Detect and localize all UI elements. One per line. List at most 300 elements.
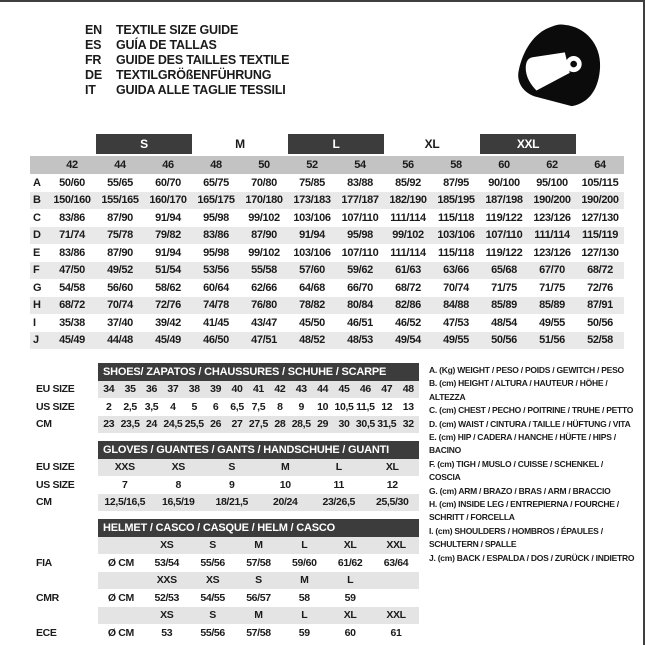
row-label: US SIZE (36, 400, 75, 413)
row-label: EU SIZE (36, 461, 75, 474)
size-value: 150/160 (48, 192, 96, 210)
size-column-header: 46 (144, 155, 192, 174)
row-label: E (33, 246, 40, 259)
size-value: 87/90 (107, 211, 133, 224)
size-value: 78/82 (288, 297, 336, 315)
size-value: 99/102 (248, 246, 280, 259)
size-value: 103/106 (293, 246, 331, 259)
size-value: 54/58 (59, 281, 85, 294)
size-value: 87/95 (443, 176, 469, 189)
cell: 59/60 (292, 556, 317, 569)
size-value: 65/68 (480, 262, 528, 280)
shoes-table-title: SHOES/ ZAPATOS / CHAUSSURES / SCHUHE / SCARPE (98, 363, 419, 381)
measurement-row-d (30, 227, 624, 245)
cell: 58 (298, 591, 310, 604)
cell: XS (190, 572, 236, 590)
size-value: 103/106 (293, 211, 331, 224)
cell (98, 537, 144, 555)
row-label: G (33, 281, 42, 294)
cell: 13 (402, 400, 414, 413)
helmet-table-row (35, 607, 419, 625)
row-label: A (33, 176, 41, 189)
size-value: 111/114 (390, 211, 426, 224)
spacer-cell (35, 519, 98, 537)
measurement-row-i (30, 314, 624, 332)
legend-item: H. (cm) INSIDE LEG / ENTREPIERNA / FOURCHE / SCHRITT / FORCELLA (429, 499, 619, 523)
size-value: 71/75 (491, 281, 517, 294)
legend-item: F. (cm) TIGH / MUSLO / CUISSE / SCHENKEL / COSCIA (429, 458, 604, 483)
cell: 41 (248, 381, 269, 399)
size-value: 60/70 (155, 176, 181, 189)
size-value: 107/110 (341, 211, 379, 224)
corner-cell (30, 155, 48, 174)
size-column-header: 60 (480, 155, 528, 174)
cell: 23/26,5 (312, 494, 366, 512)
language-code: ES (85, 38, 102, 52)
cell: S (190, 537, 236, 555)
size-value: 91/94 (155, 246, 181, 259)
language-code: FR (85, 53, 102, 67)
size-value: 71/74 (48, 227, 96, 245)
cell: 25,5 (184, 416, 205, 434)
cell: 11 (333, 478, 344, 491)
spacer-cell (35, 441, 98, 459)
cell: 6 (212, 400, 219, 413)
cell: 26 (205, 416, 226, 434)
cell: 29 (312, 416, 333, 434)
cell: 57/58 (246, 556, 271, 569)
guide-title: GUIDA ALLE TAGLIE TESSILI (116, 83, 286, 97)
size-value: 155/165 (96, 192, 144, 210)
cell: L (281, 607, 327, 625)
cell: 59 (298, 626, 310, 639)
cell: 7 (122, 478, 128, 491)
legend-item: B. (cm) HEIGHT / ALTURA / HAUTEUR / HÖHE / ALTEZZA (429, 378, 608, 402)
cell: 9 (298, 400, 304, 413)
accessory-tables (35, 363, 419, 645)
cell: 55/56 (200, 556, 225, 569)
size-value: 85/89 (528, 297, 576, 315)
cell: 46 (355, 381, 376, 399)
size-value: 190/200 (528, 192, 576, 210)
size-value: 45/50 (299, 316, 325, 329)
size-value: 82/86 (384, 297, 432, 315)
cell: S (190, 607, 236, 625)
size-value: 48/52 (288, 332, 336, 350)
size-value: 177/187 (336, 192, 384, 210)
guide-title: TEXTILGRÖßENFÜHRUNG (116, 68, 272, 82)
size-value: 46/52 (395, 316, 421, 329)
size-value: 123/126 (533, 211, 571, 224)
row-label: C (33, 211, 41, 224)
size-value: 103/106 (432, 227, 480, 245)
cell: 16,5/19 (152, 494, 206, 512)
cell: XS (144, 537, 190, 555)
size-value: 37/40 (107, 316, 133, 329)
size-value: 57/60 (288, 262, 336, 280)
cell: 37 (162, 381, 183, 399)
size-value: 49/55 (539, 316, 565, 329)
row-label: J (30, 332, 48, 350)
size-column-header: 44 (96, 155, 144, 174)
legend-item: C. (cm) CHEST / PECHO / POITRINE / TRUHE / PETTO (429, 405, 634, 416)
legend-item: G. (cm) ARM / BRAZO / BRAS / ARM / BRACCIO (429, 485, 611, 496)
cell: 28 (269, 416, 290, 434)
measurement-row-j (30, 332, 624, 350)
helmet-table-row (35, 537, 419, 555)
bottom-section (35, 363, 643, 645)
cell: 43 (291, 381, 312, 399)
size-value: 60/64 (203, 281, 229, 294)
size-value: 74/78 (192, 297, 240, 315)
cell: 59 (344, 591, 356, 604)
cell: 23,5 (119, 416, 140, 434)
row-label: EU SIZE (36, 383, 75, 396)
cell: 36 (141, 381, 162, 399)
size-value: 107/110 (341, 246, 379, 259)
measurement-row-e (30, 244, 624, 262)
legend-item: A. (Kg) WEIGHT / PESO / POIDS / GEWITCH / PESO (429, 365, 624, 375)
cell: 9 (229, 478, 235, 491)
cell: 8 (277, 400, 283, 413)
cell: XS (152, 459, 206, 477)
size-value: 95/98 (336, 227, 384, 245)
size-value: 127/130 (581, 211, 619, 224)
cell: 27,5 (248, 416, 269, 434)
size-value: 65/75 (203, 176, 229, 189)
size-value: 35/38 (59, 316, 85, 329)
size-value: 75/78 (96, 227, 144, 245)
cell: 30 (333, 416, 354, 434)
size-value: 61/63 (384, 262, 432, 280)
cell: 3,5 (144, 400, 159, 413)
cell (373, 589, 419, 607)
size-value: 187/198 (480, 192, 528, 210)
cell: 10 (317, 400, 329, 413)
cell: 53/54 (154, 556, 180, 569)
size-value: 115/119 (576, 227, 624, 245)
cell: XL (327, 607, 373, 625)
size-value: 127/130 (581, 246, 619, 259)
size-value: 44/48 (96, 332, 144, 350)
cell: L (327, 572, 373, 590)
size-group-spacer (576, 134, 624, 155)
size-value: 48/54 (491, 316, 517, 329)
cell: XXL (373, 537, 419, 555)
size-value: 75/85 (299, 176, 325, 189)
language-code: EN (85, 23, 102, 37)
size-value: 70/80 (251, 176, 277, 189)
size-value: 58/62 (155, 281, 181, 294)
cell: 24 (141, 416, 162, 434)
size-value: 165/175 (192, 192, 240, 210)
size-value: 45/49 (48, 332, 96, 350)
row-label: CM (36, 418, 52, 431)
cell: 30,5 (355, 416, 376, 434)
size-value: 59/62 (336, 262, 384, 280)
size-group-m: M (192, 134, 288, 155)
cell: 44 (312, 381, 333, 399)
cell: 2 (105, 400, 112, 413)
size-value: 50/60 (59, 176, 85, 189)
gloves-title-row (35, 441, 419, 459)
size-value: 49/55 (432, 332, 480, 350)
cell: 56/57 (246, 591, 271, 604)
size-value: 111/114 (528, 227, 576, 245)
cell: 39 (205, 381, 226, 399)
size-value: 185/195 (432, 192, 480, 210)
size-value: 50/56 (587, 316, 613, 329)
shoes-table-row (35, 398, 419, 416)
size-value: 64/68 (299, 281, 325, 294)
cell: 61 (390, 626, 402, 639)
size-value: 182/190 (384, 192, 432, 210)
size-value: 67/70 (528, 262, 576, 280)
size-value: 47/53 (443, 316, 469, 329)
cell: 20/24 (259, 494, 313, 512)
cell: 48 (397, 381, 419, 399)
racing-helmet-icon (509, 22, 607, 112)
shoes-table-row (35, 381, 419, 399)
size-value: 48/53 (336, 332, 384, 350)
size-column-header: 50 (240, 155, 288, 174)
size-value: 105/115 (581, 176, 619, 189)
cell: 45 (333, 381, 354, 399)
cell (373, 572, 419, 590)
size-value: 85/92 (395, 176, 421, 189)
size-value: 170/180 (240, 192, 288, 210)
cell: 47 (376, 381, 397, 399)
cell: 34 (98, 381, 119, 399)
helmet-table-row (35, 572, 419, 590)
cell: XXS (144, 572, 190, 590)
cell: M (281, 572, 327, 590)
helmet-table (35, 519, 419, 642)
size-value: 51/54 (144, 262, 192, 280)
size-value: 46/50 (192, 332, 240, 350)
cell: 35 (119, 381, 140, 399)
size-value: 99/102 (384, 227, 432, 245)
cell: S (205, 459, 259, 477)
size-value: 95/98 (203, 211, 229, 224)
cell: M (236, 537, 282, 555)
size-value: 119/122 (485, 211, 523, 224)
helmet-table-row (35, 554, 419, 572)
row-label: CMR (36, 591, 59, 604)
cell: 32 (397, 416, 419, 434)
size-column-header: 48 (192, 155, 240, 174)
size-value: 68/72 (576, 262, 624, 280)
legend-item: I. (cm) SHOULDERS / HOMBROS / ÉPAULES / SCHULTERN / SPALLE (429, 525, 603, 550)
row-label: H (30, 297, 48, 315)
size-value: 107/110 (480, 227, 528, 245)
guide-title: GUÍA DE TALLAS (116, 38, 217, 52)
size-value: 72/76 (144, 297, 192, 315)
row-label: F (30, 262, 48, 280)
row-label: B (30, 192, 48, 210)
legend-item: J. (cm) BACK / ESPALDA / DOS / ZURÜCK / INDIETRO (429, 552, 635, 563)
cell: L (312, 459, 366, 477)
cell: 10,5 (334, 400, 354, 413)
size-value: 111/114 (390, 246, 426, 259)
size-value: 95/100 (536, 176, 568, 189)
cell: Ø CM (107, 626, 134, 639)
row-label (35, 572, 98, 590)
size-value: 39/42 (155, 316, 181, 329)
size-value: 83/86 (59, 246, 85, 259)
cell: XL (327, 537, 373, 555)
cell (98, 572, 144, 590)
cell: 27 (226, 416, 247, 434)
helmet-table-title: HELMET / CASCO / CASQUE / HELM / CASCO (98, 519, 419, 537)
measurement-row-g (30, 279, 624, 297)
measurement-row-a (30, 174, 624, 192)
row-label: D (30, 227, 48, 245)
size-value: 55/65 (107, 176, 133, 189)
size-value: 63/66 (432, 262, 480, 280)
cell: XXS (98, 459, 152, 477)
size-value: 83/86 (59, 211, 85, 224)
cell: L (281, 537, 327, 555)
size-group-l: L (288, 134, 384, 155)
size-column-header: 42 (48, 155, 96, 174)
size-group-s: S (96, 134, 192, 155)
size-value: 76/80 (240, 297, 288, 315)
size-value: 87/90 (240, 227, 288, 245)
measurement-row-h (30, 297, 624, 315)
cell: M (259, 459, 313, 477)
size-number-row (30, 155, 624, 174)
size-value: 68/72 (48, 297, 96, 315)
measurement-row-f (30, 262, 624, 280)
size-value: 115/118 (437, 211, 475, 224)
cell: Ø CM (107, 591, 134, 604)
cell: 10 (279, 478, 291, 491)
size-value: 85/89 (480, 297, 528, 315)
spacer-cell (35, 363, 98, 381)
size-group-xl: XL (384, 134, 480, 155)
cell: 4 (170, 400, 176, 413)
row-label: FIA (36, 556, 52, 569)
size-value: 50/56 (480, 332, 528, 350)
cell: Ø CM (107, 556, 134, 569)
cell: 2,5 (123, 400, 137, 413)
size-value: 87/90 (107, 246, 133, 259)
language-code: IT (85, 83, 96, 97)
size-value: 43/47 (251, 316, 277, 329)
row-label: US SIZE (36, 478, 75, 491)
cell: XS (144, 607, 190, 625)
size-value: 68/72 (395, 281, 421, 294)
size-value: 119/122 (485, 246, 523, 259)
cell: 60 (344, 626, 356, 639)
row-label (35, 537, 98, 555)
size-value: 91/94 (155, 211, 181, 224)
guide-title: TEXTILE SIZE GUIDE (116, 23, 239, 37)
size-column-header: 64 (576, 155, 624, 174)
size-value: 52/58 (576, 332, 624, 350)
cell: 11,5 (356, 400, 375, 413)
helmet-table-row (35, 624, 419, 642)
guide-title: GUIDE DES TAILLES TEXTILE (116, 53, 290, 67)
gloves-table (35, 441, 419, 511)
cell: 61/62 (337, 556, 363, 569)
size-value: 62/66 (251, 281, 277, 294)
size-value: 72/76 (587, 281, 613, 294)
size-value: 87/91 (576, 297, 624, 315)
cell: 5 (191, 400, 197, 413)
cell: 25,5/30 (366, 494, 420, 512)
size-group-spacer (30, 134, 96, 155)
size-value: 173/183 (288, 192, 336, 210)
cell: 12 (386, 478, 398, 491)
size-value: 90/100 (488, 176, 520, 189)
shoes-title-row (35, 363, 419, 381)
gloves-table-row (35, 459, 419, 477)
size-value: 47/50 (48, 262, 96, 280)
cell: 24,5 (162, 416, 183, 434)
cell: 8 (175, 478, 181, 491)
size-group-row (30, 134, 624, 155)
cell: 31,5 (376, 416, 397, 434)
cell: 28,5 (291, 416, 312, 434)
cell: 6,5 (230, 400, 244, 413)
cell: 63/64 (383, 556, 409, 569)
row-label: I (33, 316, 36, 329)
size-column-header: 58 (432, 155, 480, 174)
cell: 18/21,5 (205, 494, 259, 512)
cell: 38 (184, 381, 205, 399)
size-value: 46/51 (347, 316, 373, 329)
cell: S (236, 572, 282, 590)
size-value: 99/102 (248, 211, 280, 224)
size-value: 190/200 (576, 192, 624, 210)
size-value: 160/170 (144, 192, 192, 210)
gloves-table-row (35, 476, 419, 494)
size-value: 56/60 (107, 281, 133, 294)
size-value: 71/75 (539, 281, 565, 294)
row-label: CM (36, 496, 52, 509)
cell: 12 (381, 400, 393, 413)
size-value: 47/51 (240, 332, 288, 350)
helmet-table-row (35, 589, 419, 607)
size-value: 123/126 (533, 246, 571, 259)
measurement-row-b (30, 192, 624, 210)
size-column-header: 54 (336, 155, 384, 174)
cell: 53 (161, 626, 173, 639)
language-code: DE (85, 68, 102, 82)
size-value: 51/56 (528, 332, 576, 350)
cell: 40 (226, 381, 247, 399)
cell: XXL (373, 607, 419, 625)
measurement-row-c (30, 209, 624, 227)
cell: XL (366, 459, 420, 477)
legend-item: D. (cm) WAIST / CINTURA / TAILLE / HÜFTUNG / VITA (429, 418, 631, 429)
cell: 57/58 (246, 626, 271, 639)
size-value: 79/82 (144, 227, 192, 245)
size-value: 83/86 (192, 227, 240, 245)
cell: 42 (269, 381, 290, 399)
size-value: 84/88 (432, 297, 480, 315)
cell: 12,5/16,5 (98, 494, 152, 512)
size-value: 49/52 (96, 262, 144, 280)
cell: M (236, 607, 282, 625)
size-value: 115/118 (437, 246, 475, 259)
size-value: 70/74 (443, 281, 469, 294)
row-label: ECE (36, 626, 57, 639)
shoes-table-row (35, 416, 419, 434)
size-column-header: 62 (528, 155, 576, 174)
